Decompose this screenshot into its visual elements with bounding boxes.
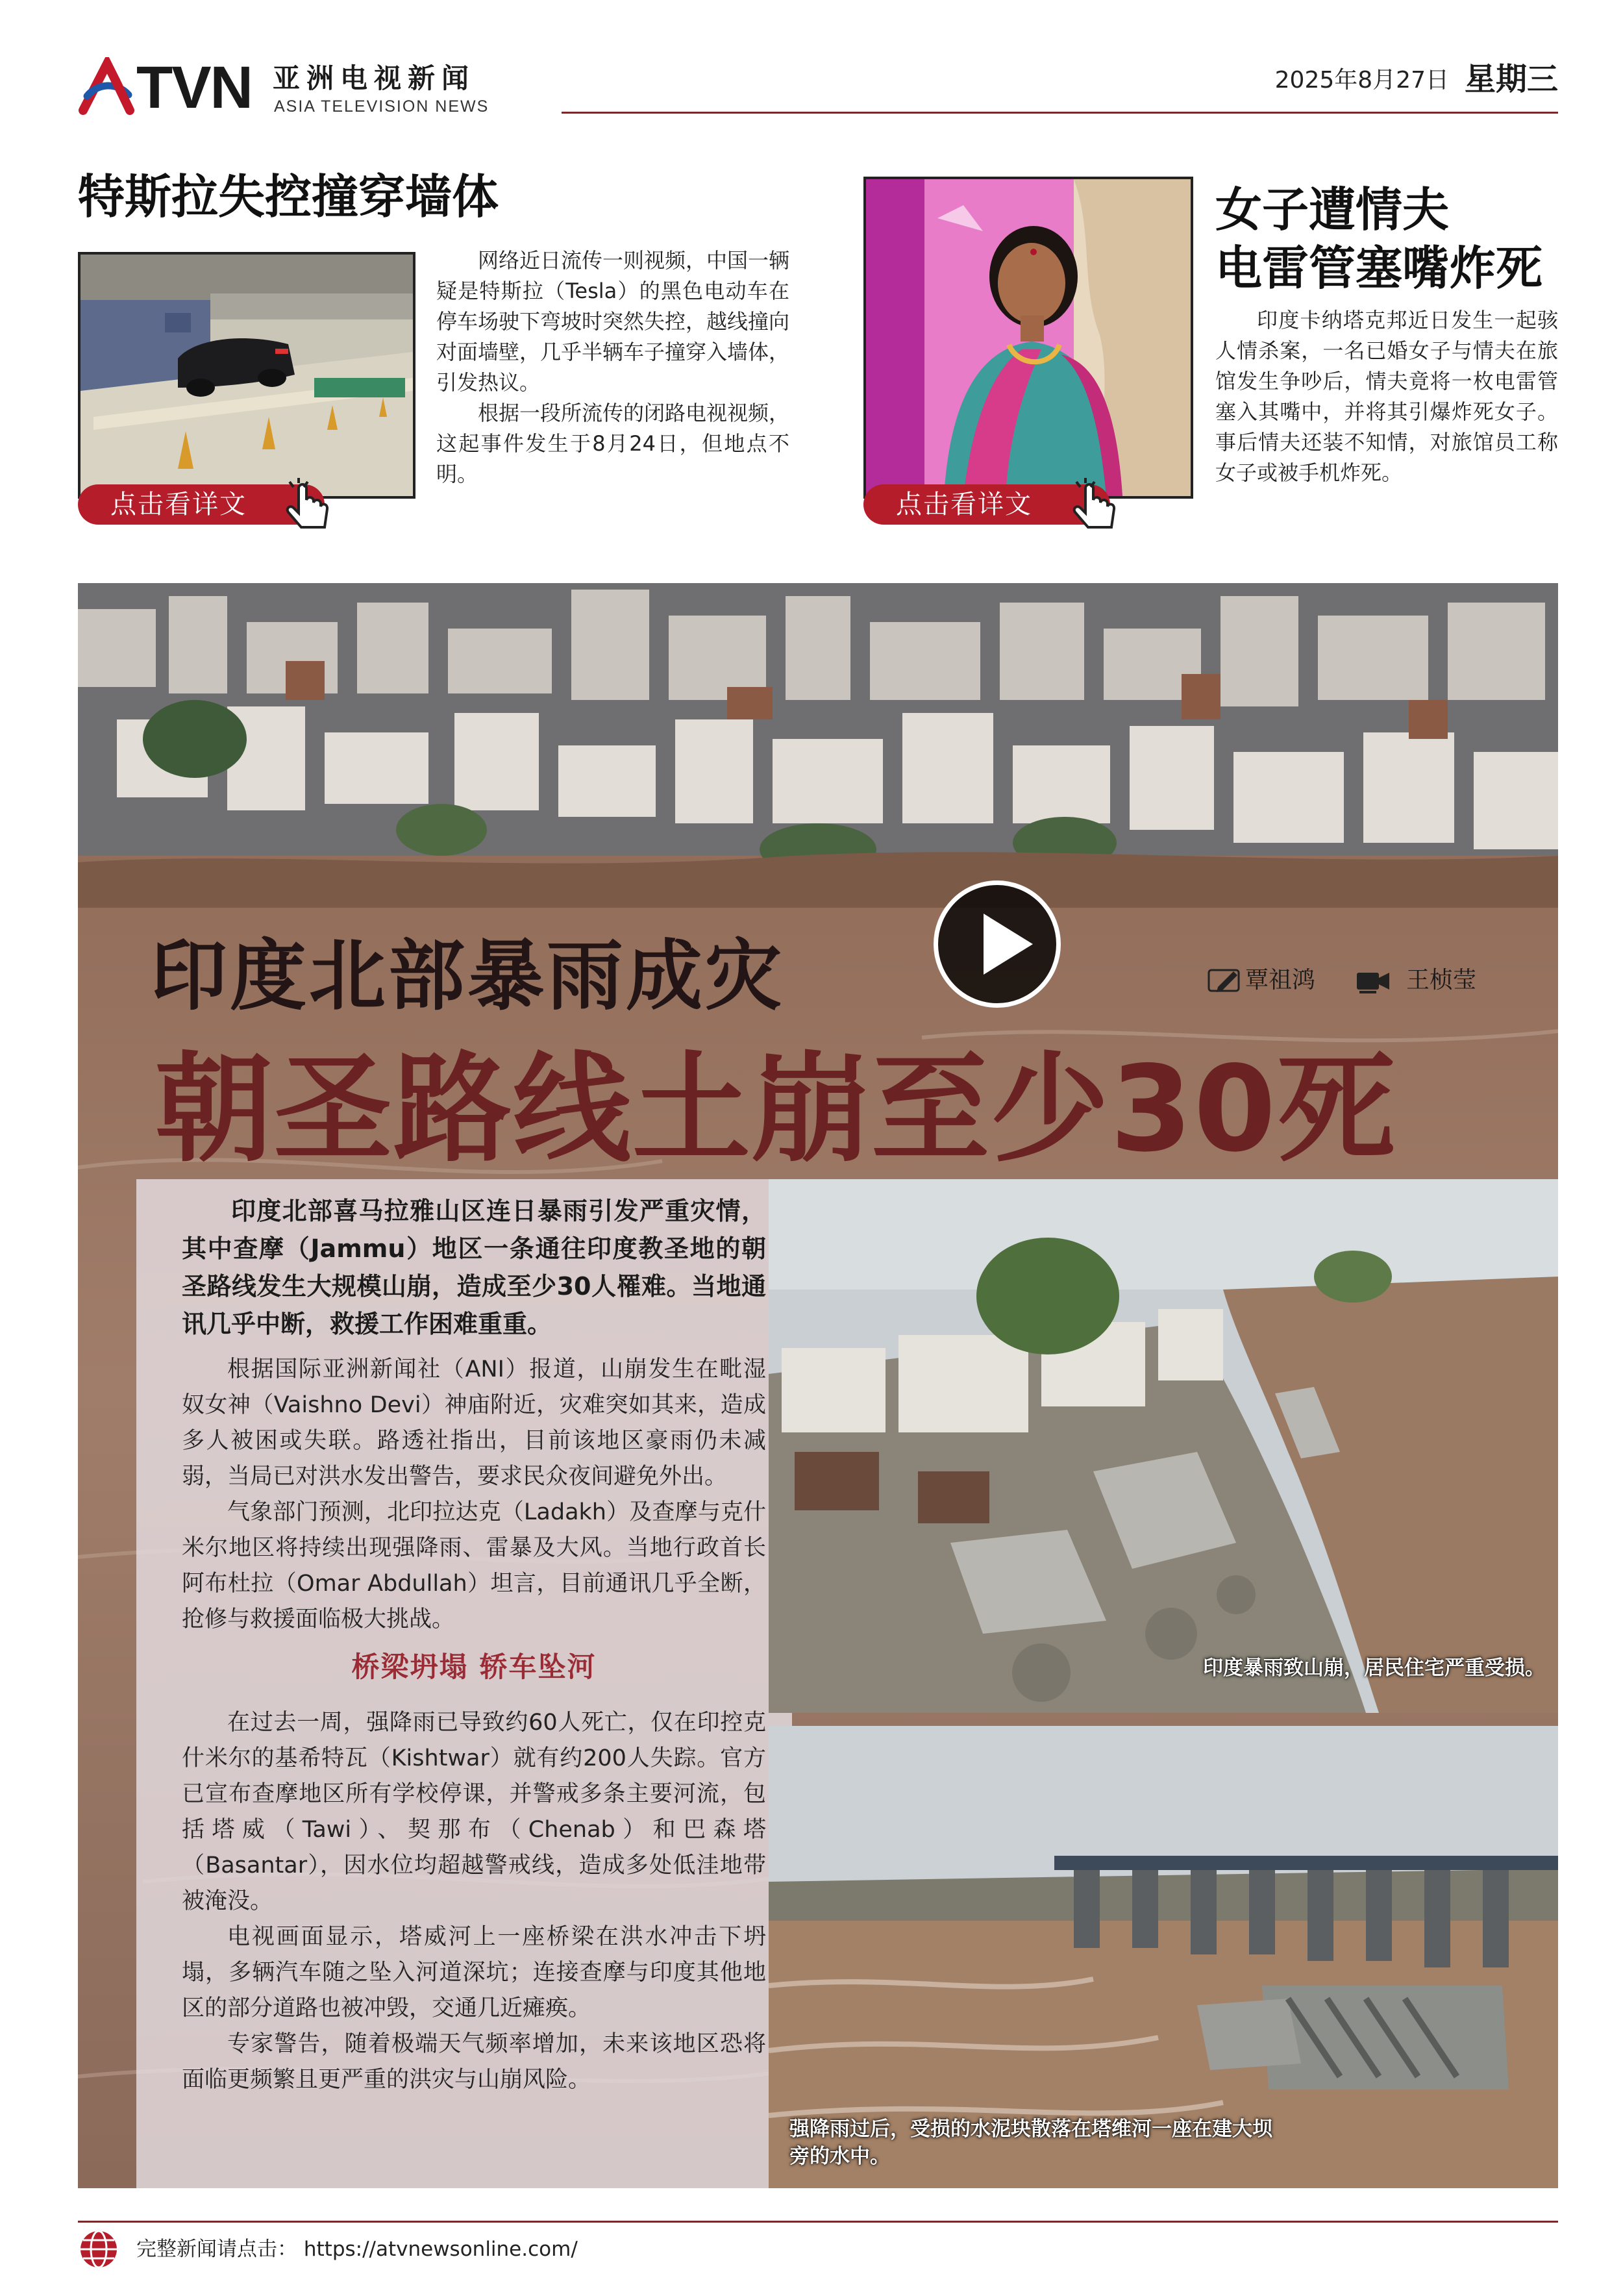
camera-credit: 王桢莹	[1406, 967, 1477, 993]
video-play-button[interactable]	[934, 880, 1061, 1008]
writer-credit: 覃祖鸿	[1245, 967, 1316, 993]
play-icon	[984, 914, 1033, 975]
story-2-paragraph: 印度卡纳塔克邦近日发生一起骇人情杀案，一名已婚女子与情夫在旅馆发生争吵后，情夫竟将一枚电雷管塞入其嘴中，并将其引爆炸死女子。事后情夫还装不知情，对旅馆员工称女子或被手机炸死。	[1215, 308, 1558, 485]
story-1-paragraph: 根据一段所流传的闭路电视视频，这起事件发生于8月24日，但地点不明。	[436, 401, 790, 486]
masthead	[78, 57, 1558, 129]
landslide-photo-caption: 印度暴雨致山崩，居民住宅严重受损。	[1203, 1656, 1545, 1680]
story-1-paragraph: 网络近日流传一则视频，中国一辆疑是特斯拉（Tesla）的黑色电动车在停车场驶下弯坡时突然失控，越线撞向对面墙壁，几乎半辆车子撞穿入墙体，引发热议。	[436, 248, 790, 395]
story-2-read-more-button[interactable]: 点击看详文	[863, 484, 1110, 525]
feature-headline-main: 朝圣路线土崩至少30死	[155, 1040, 1397, 1178]
issue-date: 2025年8月27日	[1274, 67, 1449, 94]
footer-url-link[interactable]: https://atvnewsonline.com/	[303, 2238, 578, 2261]
article-paragraph: 专家警告，随着极端天气频率增加，未来该地区恐将面临更频繁且更严重的洪灾与山崩风险。	[182, 2031, 766, 2093]
feature-headline-top: 印度北部暴雨成灾	[151, 931, 785, 1021]
pointer-hand-icon	[1066, 475, 1124, 534]
story-1-photo[interactable]	[78, 252, 415, 499]
story-2-title-line-1: 女子遭情夫	[1215, 182, 1450, 237]
article-body	[182, 1179, 766, 2098]
article-subheading: 桥梁坍塌 轿车坠河	[351, 1651, 597, 1684]
pen-icon	[1208, 966, 1243, 995]
landslide-photo[interactable]	[769, 1179, 1558, 1713]
header-divider	[562, 112, 1558, 114]
article-column	[136, 1179, 792, 2188]
logo-english-name: ASIA TELEVISION NEWS	[274, 97, 489, 116]
woman-in-saree-photo	[866, 179, 1191, 496]
atvn-logo-icon	[78, 57, 136, 116]
story-1-read-more-button[interactable]: 点击看详文	[78, 484, 325, 525]
parking-garage-car-photo	[81, 255, 413, 496]
article-paragraph: 气象部门预测，北印拉达克（Ladakh）及查摩与克什米尔地区将持续出现强降雨、雷暴及大风。当地行政首长阿布杜拉（Omar Abdullah）坦言，目前通讯几乎全断，抢修与救援面临极大挑战。	[182, 1499, 766, 1632]
camera-icon	[1356, 966, 1391, 995]
pointer-hand-icon	[279, 475, 338, 534]
footer-divider	[78, 2221, 1558, 2223]
story-1-text	[436, 245, 789, 490]
article-lead: 印度北部喜马拉雅山区连日暴雨引发严重灾情，其中查摩（Jammu）地区一条通往印度教圣地的朝圣路线发生大规模山崩，造成至少30人罹难。当地通讯几乎中断，救援工作困难重重。	[182, 1197, 766, 1338]
logo-chinese-name: 亚洲电视新闻	[273, 62, 476, 94]
story-2-photo[interactable]	[863, 177, 1193, 499]
story-2-title-line-2: 电雷管塞嘴炸死	[1215, 241, 1543, 295]
logo-wordmark: TVN	[136, 55, 252, 121]
globe-icon	[78, 2228, 119, 2270]
feature-section	[78, 583, 1558, 2188]
article-paragraph: 根据国际亚洲新闻社（ANI）报道，山崩发生在毗湿奴女神（Vaishno Devi）神庙附近，灾难突如其来，造成多人被困或失联。路透社指出，目前该地区豪雨仍未减弱，当局已对洪水发出警告，要求民众夜间避免外出。	[182, 1356, 766, 1490]
article-paragraph: 电视画面显示，塔威河上一座桥梁在洪水冲击下坍塌，多辆汽车随之坠入河道深坑；连接查摩与印度其他地区的部分道路也被冲毁，交通几近瘫痪。	[182, 1924, 766, 2021]
footer-link-row	[136, 2236, 578, 2262]
landslide-houses-image	[769, 1179, 1558, 1713]
issue-weekday: 星期三	[1464, 61, 1558, 97]
story-2-text	[1215, 305, 1558, 488]
story-1-title: 特斯拉失控撞穿墙体	[78, 169, 499, 224]
article-paragraph: 在过去一周，强降雨已导致约60人死亡，仅在印控克什米尔的基希特瓦（Kishtwar）就有约200人失踪。官方已宣布查摩地区所有学校停课，并警戒多条主要河流，包括塔威（Tawi）、契那布（Chenab）和巴森塔（Basantar），因水位均超越警戒线，造成多处低洼地带被淹没。	[182, 1710, 766, 1914]
footer-label: 完整新闻请点击：	[136, 2238, 297, 2261]
dam-photo-caption: 强降雨过后，受损的水泥块散落在塔维河一座在建大坝旁的水中。	[789, 2117, 1272, 2168]
